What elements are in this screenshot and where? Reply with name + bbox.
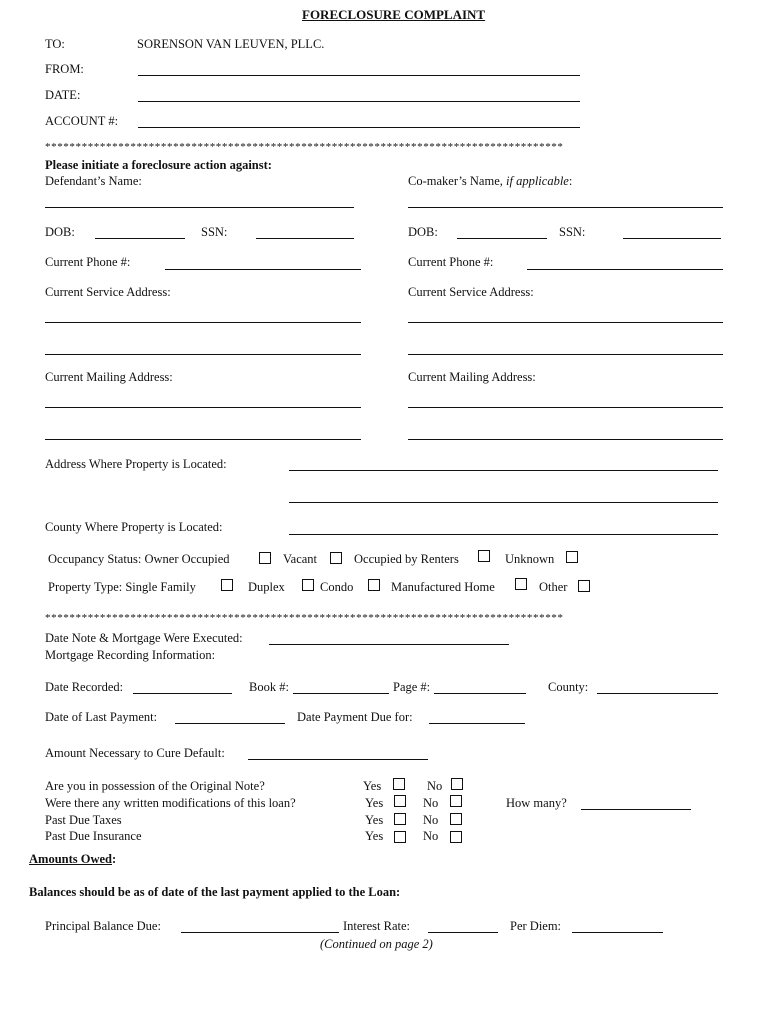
comaker-colon: : <box>568 174 573 188</box>
comaker-mailing-address-line-1[interactable] <box>408 407 723 408</box>
to-value: SORENSON VAN LEUVEN, PLLC. <box>137 37 325 51</box>
defendant-mailing-address-label: Current Mailing Address: <box>45 370 173 384</box>
taxes-no-checkbox[interactable] <box>450 813 462 825</box>
defendant-ssn-label: SSN: <box>201 225 228 239</box>
yes-label-1: Yes <box>363 779 382 793</box>
payment-due-label: Date Payment Due for: <box>297 710 413 724</box>
defendant-name-field[interactable] <box>45 207 354 208</box>
question-past-due-insurance: Past Due Insurance <box>45 829 142 843</box>
account-field[interactable] <box>138 127 580 128</box>
from-label: FROM: <box>45 62 84 76</box>
property-address-label: Address Where Property is Located: <box>45 457 227 471</box>
recording-county-label: County: <box>548 680 589 694</box>
defendant-dob-field[interactable] <box>95 238 185 239</box>
modifications-yes-checkbox[interactable] <box>394 795 406 807</box>
no-label-2: No <box>423 796 439 810</box>
amounts-owed-colon: : <box>112 852 117 866</box>
comaker-ssn-label: SSN: <box>559 225 586 239</box>
separator-middle: ************************************************************************************* <box>45 612 564 624</box>
comaker-mailing-address-line-2[interactable] <box>408 439 723 440</box>
occupancy-renters-label: Occupied by Renters <box>354 552 459 566</box>
interest-rate-field[interactable] <box>428 932 498 933</box>
page-label: Page #: <box>393 680 431 694</box>
comaker-mailing-address-label: Current Mailing Address: <box>408 370 536 384</box>
occupied-by-renters-checkbox[interactable] <box>478 550 490 562</box>
vacant-checkbox[interactable] <box>330 552 342 564</box>
single-family-checkbox[interactable] <box>221 579 233 591</box>
yes-label-2: Yes <box>365 796 384 810</box>
separator-top: ************************************************************************************* <box>45 141 564 153</box>
property-type-label: Property Type: Single Family <box>48 580 196 594</box>
type-duplex-label: Duplex <box>248 580 285 594</box>
defendant-name-label: Defendant’s Name: <box>45 174 142 188</box>
date-recorded-field[interactable] <box>133 693 232 694</box>
recording-info-label: Mortgage Recording Information: <box>45 648 216 662</box>
comaker-dob-field[interactable] <box>457 238 547 239</box>
defendant-phone-field[interactable] <box>165 269 361 270</box>
no-label-1: No <box>427 779 443 793</box>
per-diem-label: Per Diem: <box>510 919 562 933</box>
amounts-owed-heading <box>29 853 116 866</box>
defendant-service-address-line-1[interactable] <box>45 322 361 323</box>
book-label: Book #: <box>249 680 289 694</box>
defendant-service-address-label: Current Service Address: <box>45 285 171 299</box>
original-note-no-checkbox[interactable] <box>451 778 463 790</box>
insurance-yes-checkbox[interactable] <box>394 831 406 843</box>
property-county-label: County Where Property is Located: <box>45 520 223 534</box>
date-field[interactable] <box>138 101 580 102</box>
comaker-phone-label: Current Phone #: <box>408 255 494 269</box>
balances-note: Balances should be as of date of the last payment applied to the Loan: <box>29 885 401 899</box>
comaker-ssn-field[interactable] <box>623 238 721 239</box>
condo-checkbox[interactable] <box>368 579 380 591</box>
amounts-owed-text: Amounts Owed <box>29 852 112 866</box>
no-label-3: No <box>423 813 439 827</box>
original-note-yes-checkbox[interactable] <box>393 778 405 790</box>
page-field[interactable] <box>434 693 526 694</box>
defendant-service-address-line-2[interactable] <box>45 354 361 355</box>
no-label-4: No <box>423 829 439 843</box>
last-payment-label: Date of Last Payment: <box>45 710 158 724</box>
comaker-name-label <box>408 175 572 188</box>
book-field[interactable] <box>293 693 389 694</box>
property-address-line-2[interactable] <box>289 502 718 503</box>
comaker-phone-field[interactable] <box>527 269 723 270</box>
page-title: FORECLOSURE COMPLAINT <box>302 7 486 22</box>
insurance-no-checkbox[interactable] <box>450 831 462 843</box>
continued-note: (Continued on page 2) <box>320 937 433 951</box>
question-past-due-taxes: Past Due Taxes <box>45 813 122 827</box>
comaker-service-address-line-2[interactable] <box>408 354 723 355</box>
unknown-checkbox[interactable] <box>566 551 578 563</box>
principal-balance-label: Principal Balance Due: <box>45 919 161 933</box>
duplex-checkbox[interactable] <box>302 579 314 591</box>
type-manufactured-label: Manufactured Home <box>391 580 495 594</box>
how-many-field[interactable] <box>581 809 691 810</box>
executed-date-label: Date Note & Mortgage Were Executed: <box>45 631 243 645</box>
comaker-name-text: Co-maker’s Name, <box>408 174 507 188</box>
owner-occupied-checkbox[interactable] <box>259 552 271 564</box>
how-many-label: How many? <box>506 796 567 810</box>
other-checkbox[interactable] <box>578 580 590 592</box>
defendant-phone-label: Current Phone #: <box>45 255 131 269</box>
date-label: DATE: <box>45 88 81 102</box>
yes-label-3: Yes <box>365 813 384 827</box>
recording-county-field[interactable] <box>597 693 718 694</box>
comaker-service-address-line-1[interactable] <box>408 322 723 323</box>
from-field[interactable] <box>138 75 580 76</box>
occupancy-label: Occupancy Status: Owner Occupied <box>48 552 230 566</box>
yes-label-4: Yes <box>365 829 384 843</box>
property-address-line-1[interactable] <box>289 470 718 471</box>
comaker-dob-label: DOB: <box>408 225 438 239</box>
type-condo-label: Condo <box>320 580 354 594</box>
occupancy-vacant-label: Vacant <box>283 552 318 566</box>
per-diem-field[interactable] <box>572 932 663 933</box>
last-payment-field[interactable] <box>175 723 285 724</box>
principal-balance-field[interactable] <box>181 932 339 933</box>
property-county-field[interactable] <box>289 534 718 535</box>
occupancy-unknown-label: Unknown <box>505 552 555 566</box>
comaker-name-field[interactable] <box>408 207 723 208</box>
executed-date-field[interactable] <box>269 644 509 645</box>
payment-due-field[interactable] <box>429 723 525 724</box>
cure-amount-field[interactable] <box>248 759 428 760</box>
taxes-yes-checkbox[interactable] <box>394 813 406 825</box>
date-recorded-label: Date Recorded: <box>45 680 124 694</box>
defendant-dob-label: DOB: <box>45 225 75 239</box>
defendant-mailing-address-line-1[interactable] <box>45 407 361 408</box>
account-label: ACCOUNT #: <box>45 114 119 128</box>
defendant-mailing-address-line-2[interactable] <box>45 439 361 440</box>
initiate-heading: Please initiate a foreclosure action against: <box>45 158 272 172</box>
question-original-note: Are you in possession of the Original Note? <box>45 779 265 793</box>
comaker-service-address-label: Current Service Address: <box>408 285 534 299</box>
comaker-qualifier: if applicable <box>506 174 569 188</box>
to-label: TO: <box>45 37 65 51</box>
manufactured-home-checkbox[interactable] <box>515 578 527 590</box>
question-modifications: Were there any written modifications of this loan? <box>45 796 296 810</box>
defendant-ssn-field[interactable] <box>256 238 354 239</box>
type-other-label: Other <box>539 580 568 594</box>
interest-rate-label: Interest Rate: <box>343 919 410 933</box>
modifications-no-checkbox[interactable] <box>450 795 462 807</box>
cure-amount-label: Amount Necessary to Cure Default: <box>45 746 225 760</box>
